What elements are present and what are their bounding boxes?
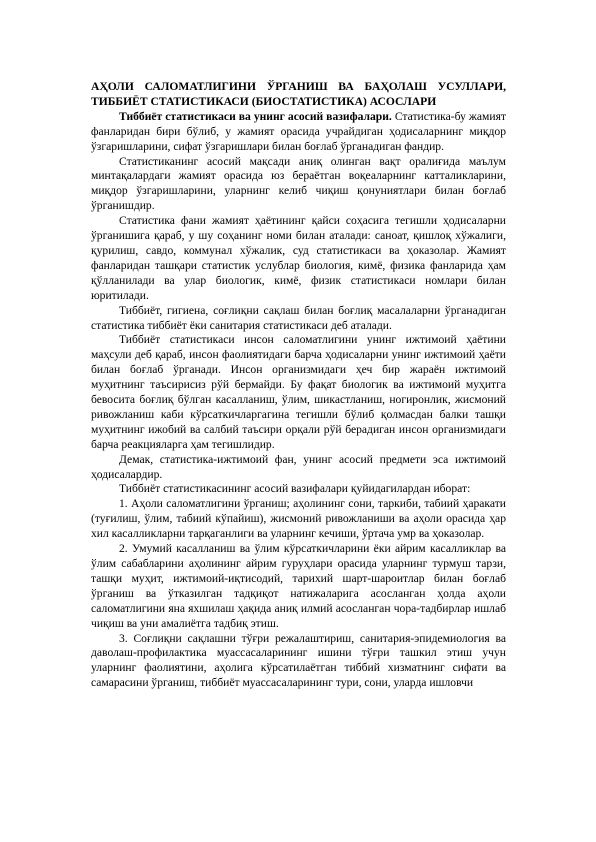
- body-paragraph: [91, 542, 506, 631]
- paragraph-text: Тиббиёт статистикасининг асосий вазифалари қуйидагилардан иборат:: [119, 482, 471, 496]
- body-paragraph: [91, 304, 506, 334]
- body-paragraph: [91, 453, 506, 483]
- document-body: [91, 110, 506, 691]
- body-paragraph: [91, 214, 506, 303]
- paragraph-text: Статистика-бу жамият фанларидан бири бўлиб, у жамият орасида учрайдиган ҳодисаларнинг миқдор ўзгаришларини, сифат ўзгаришлари билан боғлаб ўрганадиган фандир.: [91, 109, 506, 153]
- paragraph-text: Статистиканинг асосий мақсади аниқ олинган вақт оралиғида маълум минтақалардаги жамият орасида юз бераётган воқеаларнинг катталикларини, миқдор ўзгаришларини, уларнинг келиб чиқиш қонуниятлари билан боғлаб ўрганишдир.: [91, 154, 506, 213]
- document-heading: АҲОЛИ САЛОМАТЛИГИНИ ЎРГАНИШ ВА БАҲОЛАШ УСУЛЛАРИ, ТИББИЁТ СТАТИСТИКАСИ (БИОСТАТИСТИКА) АСОСЛАРИ: [91, 80, 506, 108]
- body-paragraph: [91, 155, 506, 215]
- paragraph-text: Тиббиёт, гигиена, соғлиқни сақлаш билан боғлиқ масалаларни ўрганадиган статистика тиббиёт ёки санитария статистикаси деб аталади.: [91, 303, 506, 332]
- document-page: [91, 80, 506, 691]
- body-paragraph: [91, 333, 506, 452]
- paragraph-text: Статистика фани жамият ҳаётининг қайси соҳасига тегишли ҳодисаларни ўрганишига қараб, у шу соҳанинг номи билан аталади: саноат, қишлоқ хўжалиги, қурилиш, савдо, коммунал хўжалик, суд статистикаси ва ҳоказолар. Жамият фанларидан ташқари статистик услублар биология, кимё, физика фанларида ҳам қўлланилади ва улар биологик, кимё, физик статистикаси номлари билан юритилади.: [91, 214, 506, 302]
- paragraph-text: Тиббиёт статистикаси инсон саломатлигини унинг ижтимоий ҳаётини маҳсули деб қараб, инсон фаолиятидаги барча ҳодисаларни унинг ижтимоий ҳаёти билан боғлаб ўрганади. Инсон организмидаги ҳеч бир жараён ижтимоий муҳитнинг таъсирисиз рўй бермайди. Бу фақат биологик ва ижтимоий муҳитга бевосита боғлиқ бўлган касалланиш, ўлим, шикастланиш, ногиронлик, жисмоний ривожланиш каби кўрсаткичларгагина тегишли бўлиб қолмасдан балки ташқи муҳитнинг ижобий ва салбий таъсири орқали рўй берадиган инсон организмидаги барча реакцияларга ҳам тегишлидир.: [91, 333, 506, 451]
- paragraph-text: 1. Аҳоли саломатлигини ўрганиш; аҳолининг сони, таркиби, табиий ҳаракати (туғилиш, ўлим, табиий кўпайиш), жисмоний ривожланиши ва аҳоли орасида ҳар хил касалликларни тарқаганлиги ва уларнинг кечиши, ўртача умр ва ҳоказолар.: [91, 497, 506, 541]
- body-paragraph: [91, 497, 506, 542]
- paragraph-text: Демак, статистика-ижтимоий фан, унинг асосий предмети эса ижтимоий ҳодисалардир.: [91, 452, 506, 481]
- paragraph-text: 2. Умумий касалланиш ва ўлим кўрсаткичларини ёки айрим касалликлар ва ўлим сабабларини аҳолининг айрим гуруҳлари орасида уларнинг турмуш тарзи, ташқи муҳит, ижтимоий-иқтисодий, тарихий шарт-шароитлар билан боғлаб ўрганиш ва ўтказилган тадқиқот натижаларига асосланган ҳолда аҳоли саломатлигини яна яхшилаш ҳақида аниқ илмий асосланган чора-тадбирлар ишлаб чиқиш ва уни амалиётга тадбиқ этиш.: [91, 542, 506, 630]
- paragraph-text: 3. Соғлиқни сақлашни тўғри режалаштириш, санитария-эпидемиология ва даволаш-профилактика муассасаларининг ишини тўғри ташкил этиш учун уларнинг фаолиятини, аҳолига кўрсатилаётган тиббий хизматнинг сифати ва самарасини ўрганиш, тиббиёт муассасаларининг тури, сони, уларда ишловчи: [91, 631, 506, 690]
- body-paragraph: [91, 110, 506, 155]
- paragraph-lead-heading: Тиббиёт статистикаси ва унинг асосий вазифалари.: [119, 109, 392, 123]
- body-paragraph: [91, 632, 506, 692]
- body-paragraph: [91, 482, 506, 497]
